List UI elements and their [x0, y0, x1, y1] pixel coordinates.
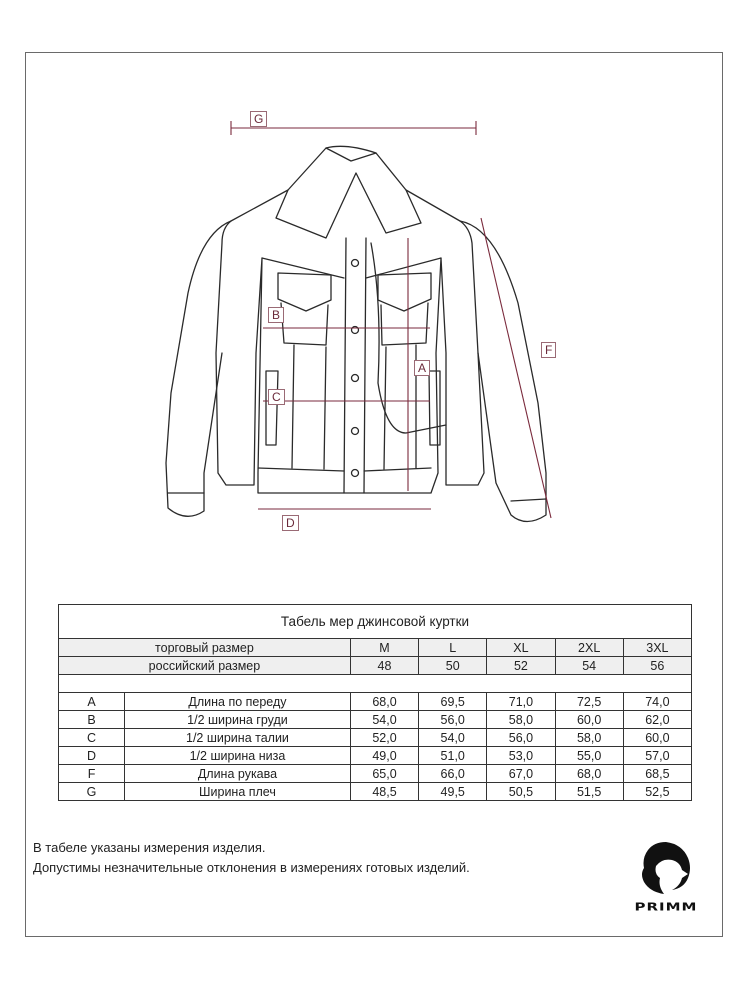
row-name: 1/2 ширина низа [125, 747, 351, 765]
russian-size: 50 [419, 657, 487, 675]
note-line-2: Допустимы незначительные отклонения в измерениях готовых изделий. [33, 860, 470, 875]
row-value: 62,0 [623, 711, 691, 729]
lion-icon [606, 838, 726, 900]
row-name: 1/2 ширина груди [125, 711, 351, 729]
row-value: 60,0 [623, 729, 691, 747]
row-value: 58,0 [555, 729, 623, 747]
trade-size-label: торговый размер [59, 639, 351, 657]
table-row [59, 747, 692, 765]
row-value: 57,0 [623, 747, 691, 765]
row-code: C [59, 729, 125, 747]
row-value: 68,0 [555, 765, 623, 783]
notes [33, 838, 470, 878]
row-value: 72,5 [555, 693, 623, 711]
row-value: 54,0 [419, 729, 487, 747]
dim-label-b: B [268, 307, 284, 323]
row-value: 53,0 [487, 747, 555, 765]
row-name: Длина по переду [125, 693, 351, 711]
dim-label-f: F [541, 342, 556, 358]
trade-size: 2XL [555, 639, 623, 657]
row-value: 74,0 [623, 693, 691, 711]
table-row [59, 729, 692, 747]
brand-logo [606, 838, 726, 918]
note-line-1: В табеле указаны измерения изделия. [33, 840, 266, 855]
row-value: 56,0 [487, 729, 555, 747]
jacket-sketch [26, 53, 722, 598]
table-row [59, 711, 692, 729]
russian-size: 52 [487, 657, 555, 675]
row-value: 49,0 [350, 747, 418, 765]
dim-label-a: A [414, 360, 430, 376]
row-value: 65,0 [350, 765, 418, 783]
russian-size: 56 [623, 657, 691, 675]
russian-size-label: российский размер [59, 657, 351, 675]
table-row [59, 765, 692, 783]
logo-text: PRIMM [634, 900, 698, 914]
row-value: 48,5 [350, 783, 418, 801]
row-value: 67,0 [487, 765, 555, 783]
row-name: 1/2 ширина талии [125, 729, 351, 747]
row-name: Длина рукава [125, 765, 351, 783]
dim-label-g: G [250, 111, 267, 127]
row-code: A [59, 693, 125, 711]
row-value: 71,0 [487, 693, 555, 711]
russian-size-row [59, 657, 692, 675]
row-value: 54,0 [350, 711, 418, 729]
row-value: 69,5 [419, 693, 487, 711]
row-value: 68,0 [350, 693, 418, 711]
row-value: 52,0 [350, 729, 418, 747]
row-value: 68,5 [623, 765, 691, 783]
trade-size: 3XL [623, 639, 691, 657]
trade-size: M [350, 639, 418, 657]
row-value: 50,5 [487, 783, 555, 801]
row-value: 55,0 [555, 747, 623, 765]
row-value: 66,0 [419, 765, 487, 783]
row-code: D [59, 747, 125, 765]
russian-size: 54 [555, 657, 623, 675]
table-row [59, 783, 692, 801]
row-value: 52,5 [623, 783, 691, 801]
size-table [58, 604, 692, 801]
table-title: Табель мер джинсовой куртки [59, 605, 692, 639]
row-value: 51,0 [419, 747, 487, 765]
trade-size: XL [487, 639, 555, 657]
row-value: 60,0 [555, 711, 623, 729]
row-value: 51,5 [555, 783, 623, 801]
row-name: Ширина плеч [125, 783, 351, 801]
row-code: B [59, 711, 125, 729]
trade-size: L [419, 639, 487, 657]
trade-size-row [59, 639, 692, 657]
row-value: 49,5 [419, 783, 487, 801]
russian-size: 48 [350, 657, 418, 675]
row-code: F [59, 765, 125, 783]
row-value: 58,0 [487, 711, 555, 729]
table-spacer [59, 675, 692, 693]
table-row [59, 693, 692, 711]
row-code: G [59, 783, 125, 801]
row-value: 56,0 [419, 711, 487, 729]
dim-label-c: C [268, 389, 285, 405]
dim-label-d: D [282, 515, 299, 531]
